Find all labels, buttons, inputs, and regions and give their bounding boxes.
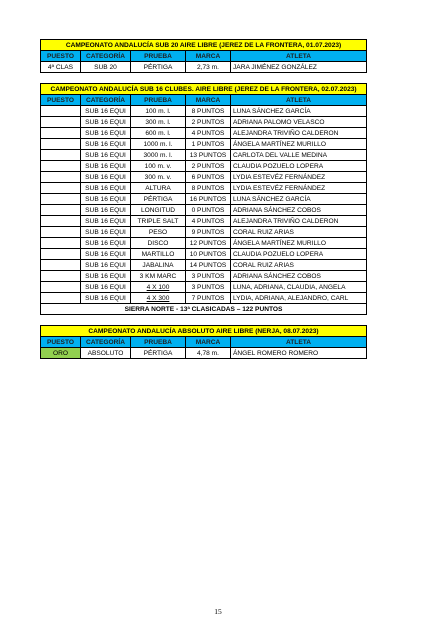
cell-puesto	[41, 172, 81, 183]
cell-marca: 3 PUNTOS	[186, 271, 231, 282]
cell-puesto	[41, 128, 81, 139]
cell-puesto	[41, 139, 81, 150]
table-row	[41, 216, 367, 227]
cell-atleta: LYDIA ESTEVÉZ FERNÁNDEZ	[231, 183, 367, 194]
cell-marca: 8 PUNTOS	[186, 183, 231, 194]
table-title-row	[41, 84, 367, 95]
cell-puesto	[41, 117, 81, 128]
cell-prueba: TRIPLE SALT	[131, 216, 186, 227]
cell-categoria: SUB 16 EQUI	[81, 271, 131, 282]
header-categoria: CATEGORÍA	[81, 337, 131, 348]
header-prueba: PRUEBA	[131, 95, 186, 106]
cell-marca: 6 PUNTOS	[186, 172, 231, 183]
cell-atleta: LUNA SÁNCHEZ GARCÍA	[231, 106, 367, 117]
cell-puesto	[41, 194, 81, 205]
cell-marca: 10 PUNTOS	[186, 249, 231, 260]
cell-categoria: SUB 16 EQUI	[81, 216, 131, 227]
cell-prueba: PESO	[131, 227, 186, 238]
cell-prueba: 3000 m. l.	[131, 150, 186, 161]
cell-marca: 2,73 m.	[186, 62, 231, 73]
cell-marca: 4 PUNTOS	[186, 216, 231, 227]
cell-puesto	[41, 161, 81, 172]
cell-puesto	[41, 183, 81, 194]
table-row	[41, 62, 367, 73]
total-text: SIERRA NORTE - 13ª CLASICADAS – 122 PUNTOS	[41, 304, 367, 315]
header-row	[41, 337, 367, 348]
cell-puesto	[41, 271, 81, 282]
cell-marca: 8 PUNTOS	[186, 106, 231, 117]
cell-prueba: PÉRTIGA	[131, 62, 186, 73]
cell-categoria: SUB 16 EQUI	[81, 293, 131, 304]
cell-atleta: CORAL RUIZ ARIAS	[231, 260, 367, 271]
cell-prueba: 300 m. l.	[131, 117, 186, 128]
cell-prueba: ALTURA	[131, 183, 186, 194]
table-row	[41, 150, 367, 161]
cell-puesto	[41, 216, 81, 227]
header-categoria: CATEGORÍA	[81, 95, 131, 106]
header-prueba: PRUEBA	[131, 51, 186, 62]
cell-puesto	[41, 150, 81, 161]
table-title-row	[41, 40, 367, 51]
cell-atleta: ALEJANDRA TRIVIÑO CALDERON	[231, 128, 367, 139]
cell-puesto	[41, 282, 81, 293]
cell-marca: 14 PUNTOS	[186, 260, 231, 271]
cell-marca: 2 PUNTOS	[186, 161, 231, 172]
table-absoluto	[40, 325, 367, 359]
cell-marca: 3 PUNTOS	[186, 282, 231, 293]
cell-puesto: 4ª CLAS	[41, 62, 81, 73]
table-title: CAMPEONATO ANDALUCÍA SUB 20 AIRE LIBRE (JEREZ DE LA FRONTERA, 01.07.2023)	[41, 40, 367, 51]
header-row	[41, 95, 367, 106]
cell-atleta: LYDIA, ADRIANA, ALEJANDRO, CARL	[231, 293, 367, 304]
table-row	[41, 282, 367, 293]
header-puesto: PUESTO	[41, 51, 81, 62]
cell-marca: 12 PUNTOS	[186, 238, 231, 249]
table-row	[41, 183, 367, 194]
cell-atleta: ÁNGEL ROMERO ROMERO	[231, 348, 367, 359]
cell-puesto	[41, 293, 81, 304]
cell-categoria: SUB 16 EQUI	[81, 106, 131, 117]
table-title-row	[41, 326, 367, 337]
table-title: CAMPEONATO ANDALUCÍA SUB 16 CLUBES. AIRE LIBRE (JEREZ DE LA FRONTERA, 02.07.2023)	[41, 84, 367, 95]
cell-categoria: SUB 16 EQUI	[81, 194, 131, 205]
table-row	[41, 139, 367, 150]
cell-atleta: ALEJANDRA TRIVIÑO CALDERON	[231, 216, 367, 227]
cell-prueba: 100 m. l.	[131, 106, 186, 117]
cell-atleta: CLAUDIA POZUELO LOPERA	[231, 249, 367, 260]
table-row	[41, 161, 367, 172]
cell-categoria: SUB 16 EQUI	[81, 172, 131, 183]
header-marca: MARCA	[186, 51, 231, 62]
cell-prueba: MARTILLO	[131, 249, 186, 260]
cell-marca: 7 PUNTOS	[186, 293, 231, 304]
cell-puesto	[41, 238, 81, 249]
cell-marca: 13 PUNTOS	[186, 150, 231, 161]
page-number: 15	[214, 607, 222, 616]
cell-atleta: ÁNGELA MARTÍNEZ MURILLO	[231, 139, 367, 150]
header-marca: MARCA	[186, 337, 231, 348]
cell-atleta: CORAL RUIZ ARIAS	[231, 227, 367, 238]
cell-categoria: SUB 16 EQUI	[81, 282, 131, 293]
cell-prueba: 4 X 300	[131, 293, 186, 304]
cell-marca: 9 PUNTOS	[186, 227, 231, 238]
cell-marca: 0 PUNTOS	[186, 205, 231, 216]
cell-categoria: SUB 16 EQUI	[81, 128, 131, 139]
cell-categoria: SUB 16 EQUI	[81, 227, 131, 238]
cell-puesto	[41, 227, 81, 238]
table-row	[41, 117, 367, 128]
cell-atleta: ADRIANA SÁNCHEZ COBOS	[231, 205, 367, 216]
table-row	[41, 128, 367, 139]
cell-atleta: JARA JIMÉNEZ GONZÁLEZ	[231, 62, 367, 73]
cell-puesto	[41, 106, 81, 117]
table-row	[41, 227, 367, 238]
table-row	[41, 249, 367, 260]
header-puesto: PUESTO	[41, 95, 81, 106]
table-row	[41, 293, 367, 304]
cell-prueba: 4 X 100	[131, 282, 186, 293]
header-categoria: CATEGORÍA	[81, 51, 131, 62]
table-sub20	[40, 39, 367, 73]
cell-categoria: SUB 16 EQUI	[81, 249, 131, 260]
cell-categoria: SUB 16 EQUI	[81, 183, 131, 194]
cell-prueba: PÉRTIGA	[131, 348, 186, 359]
cell-categoria: SUB 16 EQUI	[81, 139, 131, 150]
cell-prueba: LONGITUD	[131, 205, 186, 216]
header-atleta: ATLETA	[231, 337, 367, 348]
cell-categoria: SUB 20	[81, 62, 131, 73]
cell-prueba: DISCO	[131, 238, 186, 249]
cell-atleta: CLAUDIA POZUELO LOPERA	[231, 161, 367, 172]
table-row	[41, 260, 367, 271]
cell-prueba: JABALINA	[131, 260, 186, 271]
cell-atleta: ADRIANA PALOMO VELASCO	[231, 117, 367, 128]
cell-categoria: SUB 16 EQUI	[81, 238, 131, 249]
cell-categoria: SUB 16 EQUI	[81, 117, 131, 128]
header-atleta: ATLETA	[231, 51, 367, 62]
table-row	[41, 271, 367, 282]
header-marca: MARCA	[186, 95, 231, 106]
table-row	[41, 238, 367, 249]
cell-atleta: LYDIA ESTEVÉZ FERNÁNDEZ	[231, 172, 367, 183]
cell-atleta: LUNA SÁNCHEZ GARCÍA	[231, 194, 367, 205]
header-puesto: PUESTO	[41, 337, 81, 348]
cell-marca: 1 PUNTOS	[186, 139, 231, 150]
cell-categoria: SUB 16 EQUI	[81, 205, 131, 216]
cell-prueba: 3 KM MARC	[131, 271, 186, 282]
cell-atleta: ÁNGELA MARTÍNEZ MURILLO	[231, 238, 367, 249]
cell-prueba: 100 m. v.	[131, 161, 186, 172]
cell-categoria: ABSOLUTO	[81, 348, 131, 359]
cell-prueba: 300 m. v.	[131, 172, 186, 183]
header-row	[41, 51, 367, 62]
cell-categoria: SUB 16 EQUI	[81, 260, 131, 271]
table-row	[41, 205, 367, 216]
cell-puesto	[41, 205, 81, 216]
cell-marca: 4 PUNTOS	[186, 128, 231, 139]
cell-marca: 16 PUNTOS	[186, 194, 231, 205]
cell-prueba: 600 m. l.	[131, 128, 186, 139]
cell-categoria: SUB 16 EQUI	[81, 161, 131, 172]
cell-prueba: PÉRTIGA	[131, 194, 186, 205]
cell-atleta: LUNA, ADRIANA, CLAUDIA, ANGELA	[231, 282, 367, 293]
cell-marca: 4,78 m.	[186, 348, 231, 359]
cell-atleta: ADRIANA SÁNCHEZ COBOS	[231, 271, 367, 282]
table-row	[41, 194, 367, 205]
total-row	[41, 304, 367, 315]
table-row	[41, 348, 367, 359]
table-row	[41, 106, 367, 117]
cell-categoria: SUB 16 EQUI	[81, 150, 131, 161]
header-atleta: ATLETA	[231, 95, 367, 106]
header-prueba: PRUEBA	[131, 337, 186, 348]
table-row	[41, 172, 367, 183]
table-sub16	[40, 83, 367, 315]
cell-prueba: 1000 m. l.	[131, 139, 186, 150]
cell-marca: 2 PUNTOS	[186, 117, 231, 128]
cell-atleta: CARLOTA DEL VALLE MEDINA	[231, 150, 367, 161]
cell-puesto	[41, 249, 81, 260]
cell-puesto-oro: ORO	[41, 348, 81, 359]
cell-puesto	[41, 260, 81, 271]
table-title: CAMPEONATO ANDALUCÍA ABSOLUTO AIRE LIBRE (NERJA, 08.07.2023)	[41, 326, 367, 337]
table-body	[41, 106, 367, 304]
